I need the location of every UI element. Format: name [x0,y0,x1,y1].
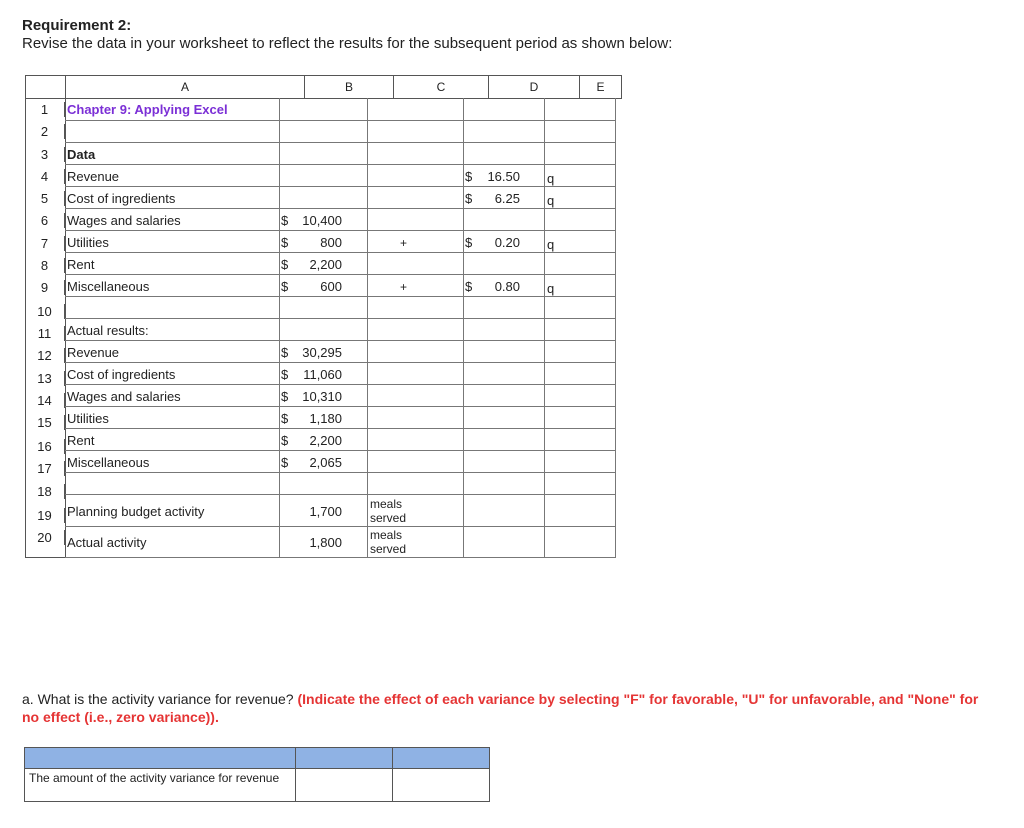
row-number[interactable]: 11 [25,326,65,341]
row-number[interactable]: 19 [25,508,65,523]
row-number[interactable]: 9 [25,280,65,295]
answer-header-cell [295,747,393,769]
grid-line [65,296,616,297]
planning-activity-unit [370,497,406,525]
answer-row-label: The amount of the activity variance for revenue [24,769,296,802]
grid-line [279,98,280,558]
column-header-b[interactable]: B [304,75,394,99]
requirement-title: Requirement 2: [22,17,132,34]
grid-line [65,472,616,473]
currency-symbol: $ [281,367,289,382]
grid-line [65,526,616,527]
row-number[interactable]: 1 [25,102,65,117]
unit-q: q [547,171,555,186]
column-header-e[interactable]: E [579,75,622,99]
row-number[interactable]: 2 [25,124,65,139]
grid-line [615,98,616,558]
variable-misc: 0.80 [494,279,520,294]
currency-symbol: $ [281,235,289,250]
row-number[interactable]: 4 [25,169,65,184]
grid-line [65,494,616,495]
row-number[interactable]: 3 [25,147,65,162]
answer-header-cell [392,747,490,769]
row-number[interactable]: 6 [25,213,65,228]
corner-header [25,75,66,99]
label-wages: Wages and salaries [67,213,181,228]
fixed-misc: 600 [320,279,342,294]
grid-line [544,98,545,558]
actual-activity-value: 1,800 [309,535,342,550]
actual-utilities: 1,180 [309,411,342,426]
label-rent: Rent [67,257,95,272]
question [22,690,982,726]
column-header-c[interactable]: C [393,75,489,99]
grid-line [65,274,616,275]
plus-sign: + [400,236,408,250]
unit-q: q [547,281,555,296]
grid-line [65,362,616,363]
row-number[interactable]: 5 [25,191,65,206]
grid-line [65,120,616,121]
fixed-wages: 10,400 [302,213,342,228]
planning-activity-value: 1,700 [309,504,342,519]
column-header-a[interactable]: A [65,75,305,99]
actual-misc: 2,065 [309,455,342,470]
row-number[interactable]: 20 [25,530,65,545]
label-actual-utilities: Utilities [67,411,109,426]
label-actual-results: Actual results: [67,323,149,338]
label-misc: Miscellaneous [67,279,150,294]
data-header: Data [67,147,96,162]
spreadsheet [25,75,622,558]
actual-wages: 10,310 [302,389,342,404]
grid-line [367,98,368,558]
actual-revenue: 30,295 [302,345,342,360]
meals-text: meals [370,497,403,511]
currency-symbol: $ [465,169,473,184]
grid-line [463,98,464,558]
label-actual-cost-ingredients: Cost of ingredients [67,367,176,382]
actual-activity-unit [370,528,406,556]
requirement-description: Revise the data in your worksheet to reflect the results for the subsequent period as shown below: [22,35,673,52]
grid-line [65,164,616,165]
currency-symbol: $ [281,455,289,470]
grid-line [65,450,616,451]
unit-q: q [547,193,555,208]
row-number[interactable]: 16 [25,439,65,454]
grid-line [65,318,616,319]
currency-symbol: $ [281,279,289,294]
actual-rent: 2,200 [309,433,342,448]
label-utilities: Utilities [67,235,109,250]
grid-line [65,142,616,143]
variable-revenue: 16.50 [487,169,520,184]
label-actual-revenue: Revenue [67,345,120,360]
variable-utilities: 0.20 [494,235,520,250]
row-number[interactable]: 12 [25,348,65,363]
currency-symbol: $ [281,257,289,272]
label-actual-wages: Wages and salaries [67,389,181,404]
answer-header-cell [24,747,296,769]
currency-symbol: $ [281,411,289,426]
row-number[interactable]: 15 [25,415,65,430]
label-planning-activity: Planning budget activity [67,504,205,519]
grid-line [65,406,616,407]
variable-cost-ingredients: 6.25 [494,191,520,206]
sheet-title: Chapter 9: Applying Excel [67,102,228,117]
currency-symbol: $ [465,235,473,250]
actual-cost-ingredients: 11,060 [303,367,342,382]
column-header-d[interactable]: D [488,75,580,99]
fixed-rent: 2,200 [309,257,342,272]
currency-symbol: $ [281,345,289,360]
plus-sign: + [400,280,408,294]
grid-line [65,384,616,385]
grid-line [65,252,616,253]
label-actual-misc: Miscellaneous [67,455,150,470]
row-number[interactable]: 13 [25,371,65,386]
currency-symbol: $ [465,279,473,294]
label-cost-ingredients: Cost of ingredients [67,191,176,206]
served-text: served [370,542,407,556]
row-number[interactable]: 10 [25,304,65,319]
answer-table [24,747,490,802]
row-number[interactable]: 17 [25,461,65,476]
grid-line [65,428,616,429]
grid-line [65,186,616,187]
currency-symbol: $ [281,389,289,404]
currency-symbol: $ [281,433,289,448]
meals-text: meals [370,528,403,542]
currency-symbol: $ [281,213,289,228]
row-number[interactable]: 7 [25,236,65,251]
grid-line [65,557,616,558]
grid-line [65,208,616,209]
grid-line [65,230,616,231]
currency-symbol: $ [465,191,473,206]
row-number[interactable]: 18 [25,484,65,499]
served-text: served [370,511,407,525]
variance-effect-select[interactable] [392,769,490,802]
question-text: a. What is the activity variance for revenue? [22,691,294,707]
row-number[interactable]: 14 [25,393,65,408]
label-actual-activity: Actual activity [67,535,147,550]
variance-amount-input[interactable] [295,769,393,802]
row-number[interactable]: 8 [25,258,65,273]
fixed-utilities: 800 [320,235,342,250]
question-instruction: (Indicate the effect of each variance by selecting "F" for favorable, "U" for unfavorable, and "None" for no effect (i.e., zero variance)). [22,691,979,725]
grid-line [65,340,616,341]
label-actual-rent: Rent [67,433,95,448]
label-revenue: Revenue [67,169,120,184]
unit-q: q [547,237,555,252]
